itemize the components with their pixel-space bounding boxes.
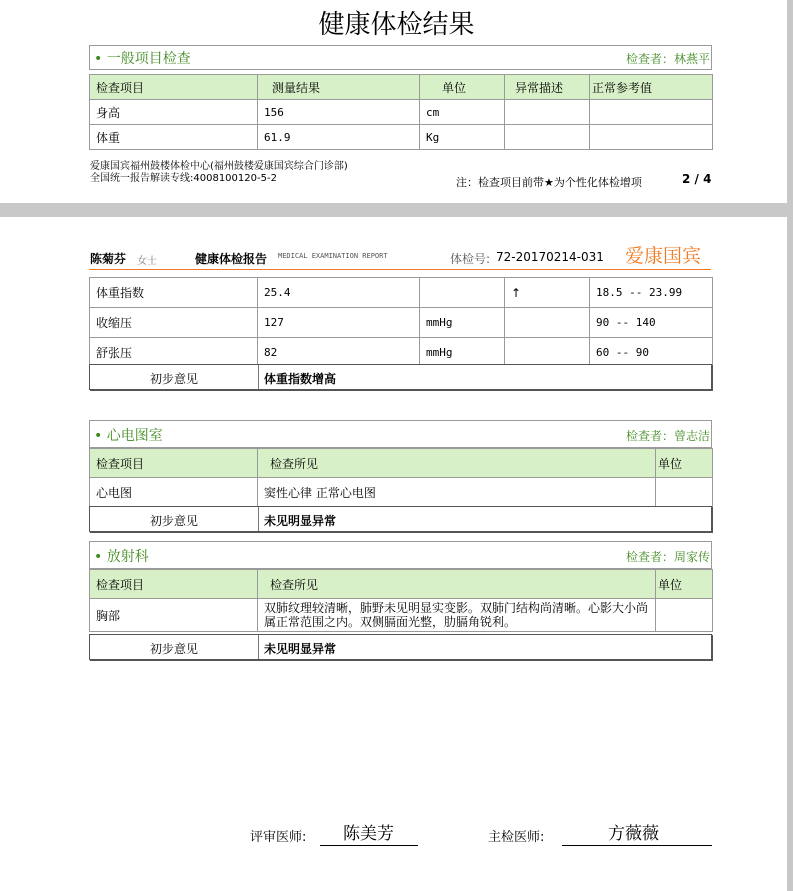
table-cell: 82 bbox=[258, 338, 420, 368]
ecg-table bbox=[89, 448, 713, 507]
ecg-section-checker: 检查者：曾志洁 bbox=[625, 429, 710, 443]
table-cell: 舒张压 bbox=[90, 338, 258, 368]
table-cell: 127 bbox=[258, 308, 420, 338]
table-header-row bbox=[90, 75, 713, 100]
table-cell bbox=[505, 125, 590, 150]
general-exam-table-continued bbox=[89, 277, 713, 368]
table-cell: 体重指数 bbox=[90, 278, 258, 308]
column-header: 检查项目 bbox=[90, 75, 258, 100]
column-header: 检查所见 bbox=[258, 570, 656, 599]
column-header: 单位 bbox=[656, 570, 713, 599]
column-header: 异常描述 bbox=[505, 75, 590, 100]
table-cell: 体重 bbox=[90, 125, 258, 150]
general-section-checker: 检查者：林燕平 bbox=[625, 52, 710, 66]
table-cell: 窦性心律 正常心电图 bbox=[258, 478, 656, 507]
chief-signature-line bbox=[562, 845, 712, 846]
patient-title: 女士 bbox=[137, 256, 157, 267]
table-cell bbox=[420, 278, 505, 308]
table-row bbox=[90, 599, 713, 632]
column-header: 正常参考值 bbox=[590, 75, 713, 100]
reviewer-label: 评审医师: bbox=[250, 830, 307, 845]
column-header: 检查所见 bbox=[258, 449, 656, 478]
radiology-table bbox=[89, 569, 713, 632]
patient-name: 陈菊芬 bbox=[90, 252, 127, 266]
summary-divider bbox=[258, 507, 259, 531]
column-header: 检查项目 bbox=[90, 570, 258, 599]
exam-number: 72-20170214-031 bbox=[496, 250, 604, 264]
table-cell: 18.5 -- 23.99 bbox=[590, 278, 713, 308]
radiology-section-title: • 放射科 bbox=[94, 549, 149, 565]
report-title-en: MEDICAL EXAMINATION REPORT bbox=[278, 252, 388, 260]
table-cell: 90 -- 140 bbox=[590, 308, 713, 338]
table-cell: 身高 bbox=[90, 100, 258, 125]
chief-signature: 方薇薇 bbox=[608, 824, 659, 844]
summary-value: 体重指数增高 bbox=[264, 372, 337, 386]
reviewer-signature: 陈美芳 bbox=[343, 824, 394, 844]
summary-divider bbox=[258, 635, 259, 659]
table-row bbox=[90, 338, 713, 368]
org-name: 爱康国宾福州鼓楼体检中心(福州鼓楼爱康国宾综合门诊部) bbox=[90, 161, 348, 172]
table-row bbox=[90, 308, 713, 338]
table-header-row bbox=[90, 449, 713, 478]
footer-note: 注：检查项目前带★为个性化体检增项 bbox=[456, 176, 642, 189]
table-cell: 胸部 bbox=[90, 599, 258, 632]
table-cell bbox=[590, 100, 713, 125]
table-cell: 156 bbox=[258, 100, 420, 125]
table-row bbox=[90, 478, 713, 507]
table-cell bbox=[590, 125, 713, 150]
exam-number-label: 体检号: bbox=[450, 252, 491, 266]
summary-value: 未见明显异常 bbox=[264, 514, 337, 528]
column-header: 检查项目 bbox=[90, 449, 258, 478]
table-header-row bbox=[90, 570, 713, 599]
summary-label: 初步意见 bbox=[149, 642, 198, 656]
table-cell: mmHg bbox=[420, 338, 505, 368]
page-number: 2 / 4 bbox=[682, 172, 712, 186]
abnormal-indicator: ↑ bbox=[505, 278, 590, 308]
chief-label: 主检医师: bbox=[488, 830, 545, 845]
table-row bbox=[90, 100, 713, 125]
reviewer-signature-line bbox=[320, 845, 418, 846]
table-cell bbox=[505, 338, 590, 368]
report-title: 健康体检报告 bbox=[195, 252, 268, 266]
page-separator bbox=[0, 203, 793, 217]
summary-label: 初步意见 bbox=[149, 514, 198, 528]
hotline: 全国统一报告解读专线:4008100120-5-2 bbox=[90, 173, 277, 184]
ecg-section-header bbox=[89, 420, 712, 448]
general-exam-table bbox=[89, 74, 713, 150]
table-cell bbox=[656, 478, 713, 507]
radiology-section-header bbox=[89, 541, 712, 569]
table-cell: 25.4 bbox=[258, 278, 420, 308]
table-cell: cm bbox=[420, 100, 505, 125]
table-row bbox=[90, 278, 713, 308]
table-cell bbox=[656, 599, 713, 632]
radiology-section-checker: 检查者：周家传 bbox=[625, 550, 710, 564]
column-header: 测量结果 bbox=[258, 75, 420, 100]
ecg-section-title: • 心电图室 bbox=[94, 428, 163, 444]
page-title: 健康体检结果 bbox=[318, 10, 475, 40]
table-row bbox=[90, 125, 713, 150]
general-summary-row bbox=[89, 364, 712, 390]
table-cell bbox=[505, 100, 590, 125]
table-cell: 60 -- 90 bbox=[590, 338, 713, 368]
header-divider bbox=[89, 269, 711, 270]
table-cell: Kg bbox=[420, 125, 505, 150]
table-cell: 心电图 bbox=[90, 478, 258, 507]
radiology-summary-row bbox=[89, 634, 712, 660]
table-cell bbox=[505, 308, 590, 338]
general-section-title: • 一般项目检查 bbox=[94, 51, 191, 67]
summary-divider bbox=[258, 365, 259, 389]
scrollbar-track[interactable] bbox=[787, 0, 793, 891]
summary-label: 初步意见 bbox=[149, 372, 198, 386]
table-cell: mmHg bbox=[420, 308, 505, 338]
radiology-findings: 双肺纹理较清晰，肺野未见明显实变影。双肺门结构尚清晰。心影大小尚属正常范围之内。双侧膈面光整，肋膈角锐利。 bbox=[258, 599, 656, 632]
brand-logo: 爱康国宾 bbox=[625, 245, 702, 267]
column-header: 单位 bbox=[420, 75, 505, 100]
summary-value: 未见明显异常 bbox=[264, 642, 337, 656]
column-header: 单位 bbox=[656, 449, 713, 478]
table-cell: 61.9 bbox=[258, 125, 420, 150]
ecg-summary-row bbox=[89, 506, 712, 532]
table-cell: 收缩压 bbox=[90, 308, 258, 338]
